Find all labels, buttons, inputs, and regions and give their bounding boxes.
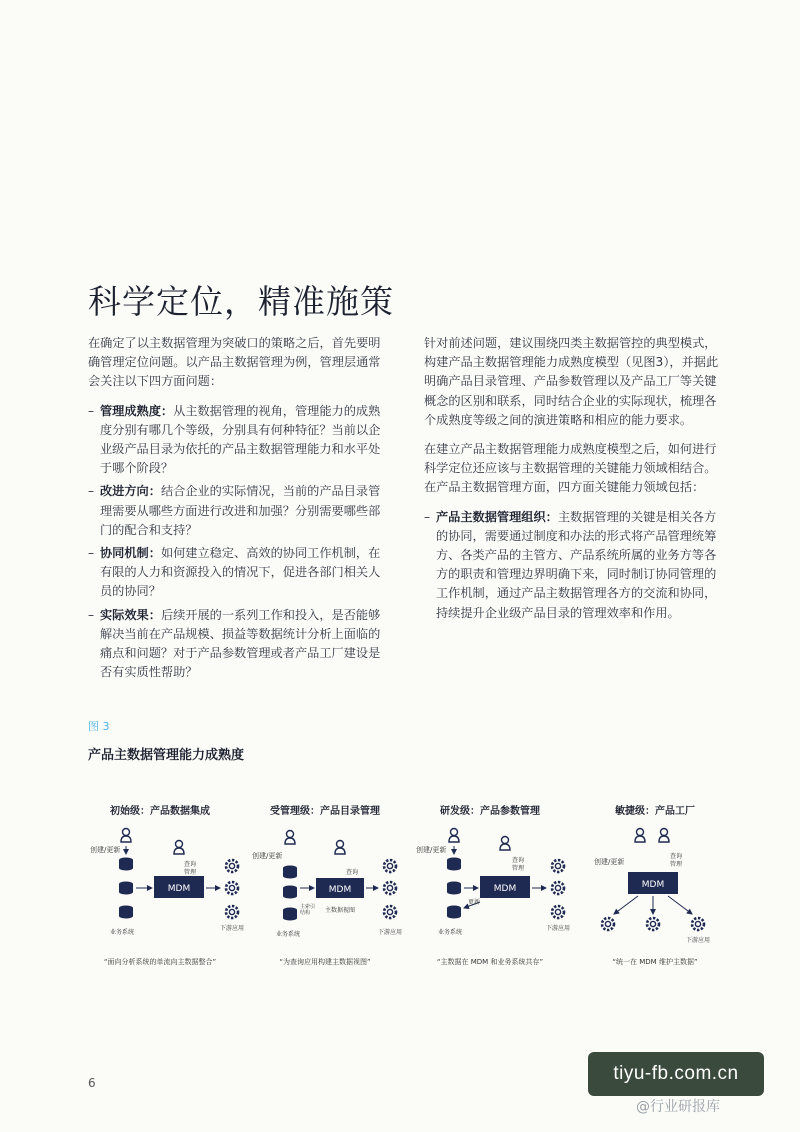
stage-managed [252, 804, 402, 966]
gear-icon [552, 882, 564, 894]
gear-icon [552, 860, 564, 872]
gear-icon [226, 860, 238, 872]
svg-text:业务系统: 业务系统 [276, 931, 301, 938]
svg-text:MDM: MDM [328, 885, 352, 895]
stage-agile [594, 804, 710, 966]
svg-text:下游应用: 下游应用 [220, 925, 245, 932]
database-icon [119, 906, 133, 919]
user-icon [500, 837, 510, 851]
page-title: 科学定位，精准施策 [88, 282, 394, 321]
left-question-list [88, 402, 388, 683]
database-icon [447, 906, 461, 919]
list-item: – 产品主数据管理组织：主数据管理的关键是相关各方的协同，需要通过制度和办法的形式将产品管理统筹方、各类产品的主管方、产品系统所属的业务方等各方的职责和管理边界明确下来，同时制订协同管理的工作机制，通过产品主数据管理各方的交流和协同，持续提升企业级产品目录的管理效率和作用。 [424, 508, 720, 623]
svg-text:下游应用: 下游应用 [546, 925, 571, 932]
svg-text:查询: 查询 [670, 853, 683, 860]
svg-text:创建/更新: 创建/更新 [90, 846, 121, 854]
list-item: – 实际效果：后续开展的一系列工作和投入，是否能够解决当前在产品规模、损益等数据统计分析上面临的痛点和问题？对于产品参数管理或者产品工厂建设是否有实质性帮助？ [88, 606, 388, 683]
svg-text:MDM: MDM [493, 884, 517, 894]
svg-text:更新: 更新 [468, 899, 481, 906]
stage-title: 初始级：产品数据集成 [110, 806, 210, 817]
database-icon [447, 858, 461, 871]
left-intro: 在确定了以主数据管理为突破口的策略之后，首先要明确管理定位问题。以产品主数据管理为例，管理层通常会关注以下四方面问题： [88, 336, 381, 389]
figure-title: 产品主数据管理能力成熟度 [88, 748, 245, 763]
svg-text:下游应用: 下游应用 [378, 929, 403, 936]
right-column [424, 334, 720, 627]
svg-text:结构: 结构 [300, 910, 311, 916]
user-icon [285, 831, 295, 845]
right-paragraph-2: 在建立产品主数据管理能力成熟度模型之后，如何进行科学定位还应该与主数据管理的关键能力领域相结合。在产品主数据管理方面，四方面关键能力领域包括： [424, 442, 717, 495]
gear-icon [647, 918, 659, 930]
stage-quote: “主数据在 MDM 和业务系统共存” [436, 958, 544, 966]
database-icon [119, 858, 133, 871]
stage-title: 受管理级：产品目录管理 [270, 806, 380, 817]
svg-text:主数据视图: 主数据视图 [324, 907, 356, 914]
gear-icon [552, 906, 564, 918]
gear-icon [226, 906, 238, 918]
user-icon [635, 829, 645, 843]
database-icon [119, 882, 133, 895]
svg-text:查询: 查询 [512, 857, 525, 864]
svg-text:创建/更新: 创建/更新 [416, 846, 447, 854]
svg-text:查询: 查询 [346, 869, 359, 876]
user-icon [174, 841, 184, 855]
gear-icon [602, 918, 614, 930]
left-column [88, 334, 388, 686]
user-icon [659, 829, 669, 843]
user-icon [449, 829, 459, 843]
list-item: – 管理成熟度：从主数据管理的视角，管理能力的成熟度分别有哪几个等级，分别具有何种特征？当前以企业级产品目录为依托的产品主数据管理能力和水平处于哪个阶段？ [88, 402, 388, 479]
right-capability-list [424, 508, 720, 623]
svg-text:创建/更新: 创建/更新 [594, 858, 625, 866]
gear-icon [692, 918, 704, 930]
user-icon [121, 829, 131, 843]
svg-text:查询: 查询 [184, 861, 197, 868]
stage-quote: “面向分析系统的单流向主数据整合” [103, 958, 217, 966]
page-number: 6 [88, 1076, 96, 1090]
database-icon [283, 866, 297, 879]
stage-initial [90, 804, 244, 966]
database-icon [447, 882, 461, 895]
figure-label: 图 3 [88, 720, 110, 733]
svg-text:管理: 管理 [512, 865, 525, 872]
list-item: – 改进方向：结合企业的实际情况，当前的产品目录管理需要从哪些方面进行改进和加强？分别需要哪些部门的配合和支持？ [88, 482, 388, 540]
gear-icon [384, 882, 396, 894]
watermark-badge: tiyu-fb.com.cn [588, 1052, 764, 1096]
database-icon [283, 908, 297, 921]
svg-text:管理: 管理 [670, 861, 683, 868]
svg-text:管理: 管理 [184, 869, 197, 876]
svg-text:业务系统: 业务系统 [438, 929, 463, 936]
gear-icon [384, 906, 396, 918]
svg-text:MDM: MDM [167, 884, 191, 894]
svg-text:下游应用: 下游应用 [686, 937, 711, 944]
stage-rd [416, 804, 570, 966]
gear-icon [384, 860, 396, 872]
svg-text:业务系统: 业务系统 [110, 929, 135, 936]
stage-quote: “统一在 MDM 维护主数据” [612, 958, 698, 966]
svg-text:创建/更新: 创建/更新 [252, 852, 283, 860]
stage-title: 研发级：产品参数管理 [440, 806, 540, 817]
svg-text:MDM: MDM [641, 880, 665, 890]
stage-quote: “为查询应用构建主数据视图” [279, 958, 371, 966]
gear-icon [226, 882, 238, 894]
list-item: – 协同机制：如何建立稳定、高效的协同工作机制，在有限的人力和资源投入的情况下，促进各部门相关人员的协同？ [88, 544, 388, 602]
maturity-diagram [80, 790, 720, 980]
watermark-source: @行业研报库 [636, 1099, 720, 1115]
user-icon [335, 841, 345, 855]
database-icon [283, 886, 297, 899]
svg-text:主索引: 主索引 [300, 904, 316, 910]
stage-title: 敏捷级：产品工厂 [615, 806, 695, 817]
right-paragraph-1: 针对前述问题，建议围绕四类主数据管控的典型模式，构建产品主数据管理能力成熟度模型（见图3），并据此明确产品目录管理、产品参数管理以及产品工厂等关键概念的区别和联系，同时结合企业的实际现状，梳理各个成熟度等级之间的演进策略和相应的能力要求。 [424, 336, 719, 427]
